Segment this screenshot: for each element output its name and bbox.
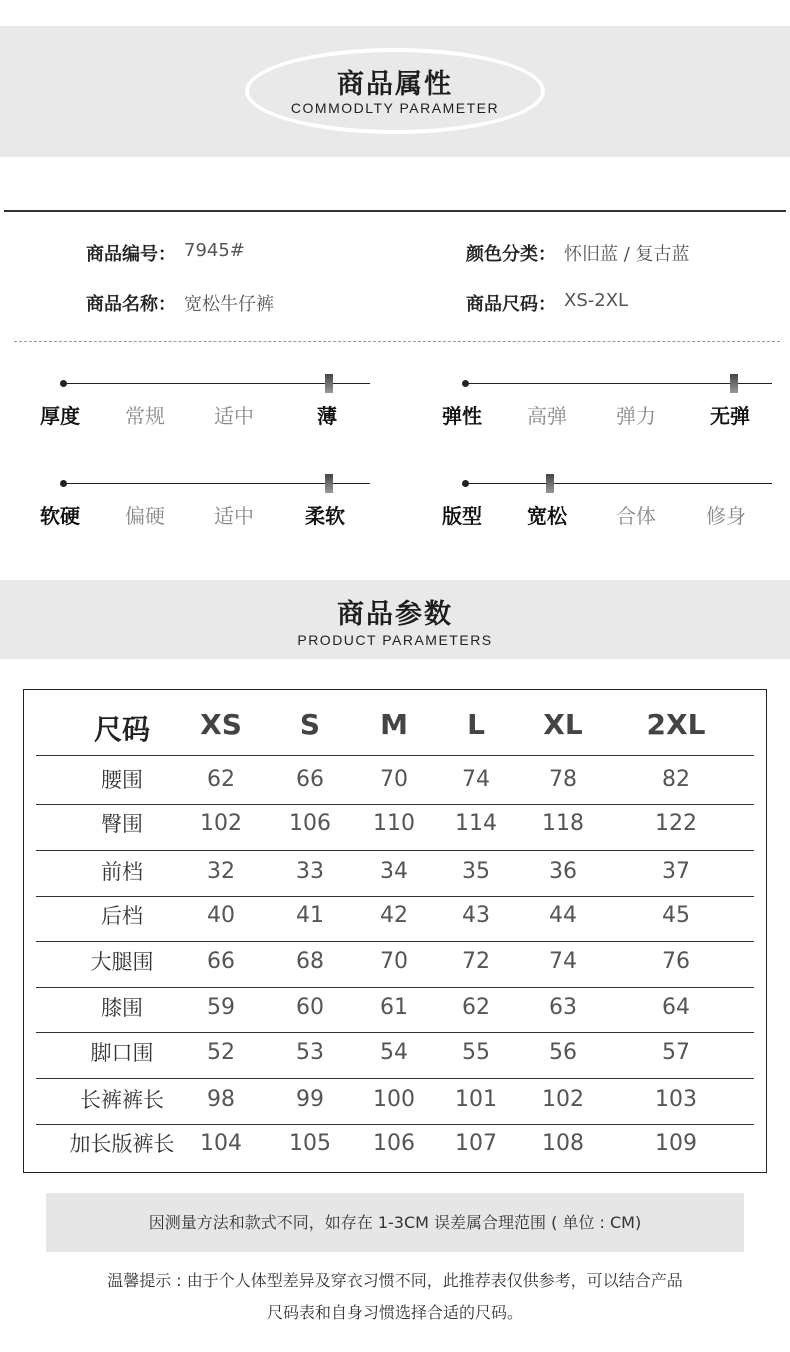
size-value-cell: 122 <box>655 811 697 836</box>
size-value-cell: 103 <box>655 1087 697 1112</box>
size-value-cell: 60 <box>296 995 324 1020</box>
parameters-title: 商品参数 <box>337 599 453 630</box>
row-divider <box>36 1124 754 1125</box>
size-value-cell: 108 <box>542 1131 584 1156</box>
scale-selected-marker <box>325 374 333 393</box>
scale-line <box>466 383 772 384</box>
scale-option: 修身 <box>706 504 746 528</box>
size-value-cell: 55 <box>462 1040 490 1065</box>
size-value-cell: 34 <box>380 859 408 884</box>
row-label: 大腿围 <box>90 950 154 974</box>
parameters-subtitle: PRODUCT PARAMETERS <box>297 632 493 648</box>
size-value-cell: 36 <box>549 859 577 884</box>
size-value-cell: 52 <box>207 1040 235 1065</box>
size-value-cell: 118 <box>542 811 584 836</box>
tip-line-1: 温馨提示 : 由于个人体型差异及穿衣习惯不同，此推荐表仅供参考，可以结合产品 <box>107 1271 683 1290</box>
scale-option-selected: 柔软 <box>305 504 345 528</box>
size-value-cell: 68 <box>296 949 324 974</box>
size-value-cell: 32 <box>207 859 235 884</box>
header-2xl: 2XL <box>646 708 706 741</box>
measurement-note: 因测量方法和款式不同，如存在 1-3CM 误差属合理范围 ( 单位 : CM) <box>46 1193 744 1252</box>
size-value-cell: 59 <box>207 995 235 1020</box>
size-value-cell: 64 <box>662 995 690 1020</box>
divider-dashed <box>14 341 780 342</box>
size-value-cell: 62 <box>207 767 235 792</box>
scale-option: 偏硬 <box>125 504 165 528</box>
header-xl: XL <box>543 708 583 741</box>
product-name-value: 宽松牛仔裤 <box>184 294 274 315</box>
row-divider <box>36 896 754 897</box>
size-value-cell: 110 <box>373 811 415 836</box>
size-value-cell: 105 <box>289 1131 331 1156</box>
size-value-cell: 66 <box>207 949 235 974</box>
parameters-header-band <box>0 580 790 659</box>
scale-option-selected: 宽松 <box>527 504 567 528</box>
row-label: 腰围 <box>101 768 143 792</box>
size-range-label: 商品尺码： <box>466 294 556 315</box>
scale-option: 高弹 <box>527 404 567 428</box>
scale-selected-marker <box>546 474 554 493</box>
header-l: L <box>467 708 485 741</box>
scale-selected-marker <box>325 474 333 493</box>
row-divider <box>36 755 754 756</box>
row-divider <box>36 1032 754 1033</box>
size-value-cell: 76 <box>662 949 690 974</box>
scale-line <box>466 483 772 484</box>
size-value-cell: 45 <box>662 903 690 928</box>
scale-fit <box>442 470 772 530</box>
size-value-cell: 40 <box>207 903 235 928</box>
header-xs: XS <box>200 708 242 741</box>
scale-elasticity <box>442 370 772 430</box>
product-code-label: 商品编号： <box>86 244 176 265</box>
color-label: 颜色分类： <box>466 244 556 265</box>
size-value-cell: 33 <box>296 859 324 884</box>
header-size: 尺码 <box>93 713 150 746</box>
size-value-cell: 61 <box>380 995 408 1020</box>
size-value-cell: 43 <box>462 903 490 928</box>
size-value-cell: 74 <box>549 949 577 974</box>
scale-option: 适中 <box>214 404 254 428</box>
size-value-cell: 66 <box>296 767 324 792</box>
size-value-cell: 98 <box>207 1087 235 1112</box>
row-divider <box>36 804 754 805</box>
size-value-cell: 57 <box>662 1040 690 1065</box>
size-value-cell: 70 <box>380 949 408 974</box>
size-value-cell: 102 <box>542 1087 584 1112</box>
attributes-title: 商品属性 <box>337 69 453 100</box>
size-table <box>23 689 767 1173</box>
row-label: 加长版裤长 <box>69 1132 175 1156</box>
product-code-value: 7945# <box>184 240 245 261</box>
size-value-cell: 62 <box>462 995 490 1020</box>
size-value-cell: 74 <box>462 767 490 792</box>
size-range-value: XS-2XL <box>564 290 629 311</box>
row-label: 膝围 <box>101 996 143 1020</box>
size-value-cell: 104 <box>200 1131 242 1156</box>
size-value-cell: 72 <box>462 949 490 974</box>
size-value-cell: 44 <box>549 903 577 928</box>
scale-name: 版型 <box>442 504 482 528</box>
scale-option: 弹力 <box>616 404 656 428</box>
row-divider <box>36 1078 754 1079</box>
size-value-cell: 70 <box>380 767 408 792</box>
scale-option: 合体 <box>616 504 656 528</box>
row-divider <box>36 850 754 851</box>
size-value-cell: 78 <box>549 767 577 792</box>
scale-name: 软硬 <box>40 504 80 528</box>
size-value-cell: 42 <box>380 903 408 928</box>
row-divider <box>36 941 754 942</box>
scale-option: 常规 <box>125 404 165 428</box>
size-value-cell: 101 <box>455 1087 497 1112</box>
row-label: 臀围 <box>101 812 143 836</box>
size-value-cell: 56 <box>549 1040 577 1065</box>
size-value-cell: 109 <box>655 1131 697 1156</box>
row-label: 后档 <box>101 904 143 928</box>
row-divider <box>36 987 754 988</box>
product-name-label: 商品名称： <box>86 294 176 315</box>
size-value-cell: 106 <box>289 811 331 836</box>
scale-name: 弹性 <box>442 404 482 428</box>
scale-softness <box>40 470 370 530</box>
attributes-header-band <box>0 26 790 157</box>
attributes-subtitle: COMMODLTY PARAMETER <box>290 100 500 116</box>
scale-option-selected: 薄 <box>317 404 337 428</box>
scale-option: 适中 <box>214 504 254 528</box>
size-value-cell: 114 <box>455 811 497 836</box>
row-label: 长裤裤长 <box>80 1088 164 1112</box>
scale-name: 厚度 <box>40 404 80 428</box>
size-value-cell: 106 <box>373 1131 415 1156</box>
size-value-cell: 35 <box>462 859 490 884</box>
color-value: 怀旧蓝 / 复古蓝 <box>564 244 690 265</box>
size-value-cell: 99 <box>296 1087 324 1112</box>
size-value-cell: 53 <box>296 1040 324 1065</box>
size-value-cell: 63 <box>549 995 577 1020</box>
header-m: M <box>380 708 408 741</box>
size-value-cell: 100 <box>373 1087 415 1112</box>
size-value-cell: 41 <box>296 903 324 928</box>
size-value-cell: 102 <box>200 811 242 836</box>
row-label: 脚口围 <box>90 1041 154 1065</box>
row-label: 前档 <box>101 860 143 884</box>
divider-solid <box>4 210 786 212</box>
size-value-cell: 107 <box>455 1131 497 1156</box>
scale-selected-marker <box>730 374 738 393</box>
scale-thickness <box>40 370 370 430</box>
scale-option-selected: 无弹 <box>710 404 750 428</box>
size-value-cell: 37 <box>662 859 690 884</box>
header-s: S <box>299 708 321 741</box>
size-value-cell: 54 <box>380 1040 408 1065</box>
tip-line-2: 尺码表和自身习惯选择合适的尺码。 <box>266 1303 523 1322</box>
size-value-cell: 82 <box>662 767 690 792</box>
